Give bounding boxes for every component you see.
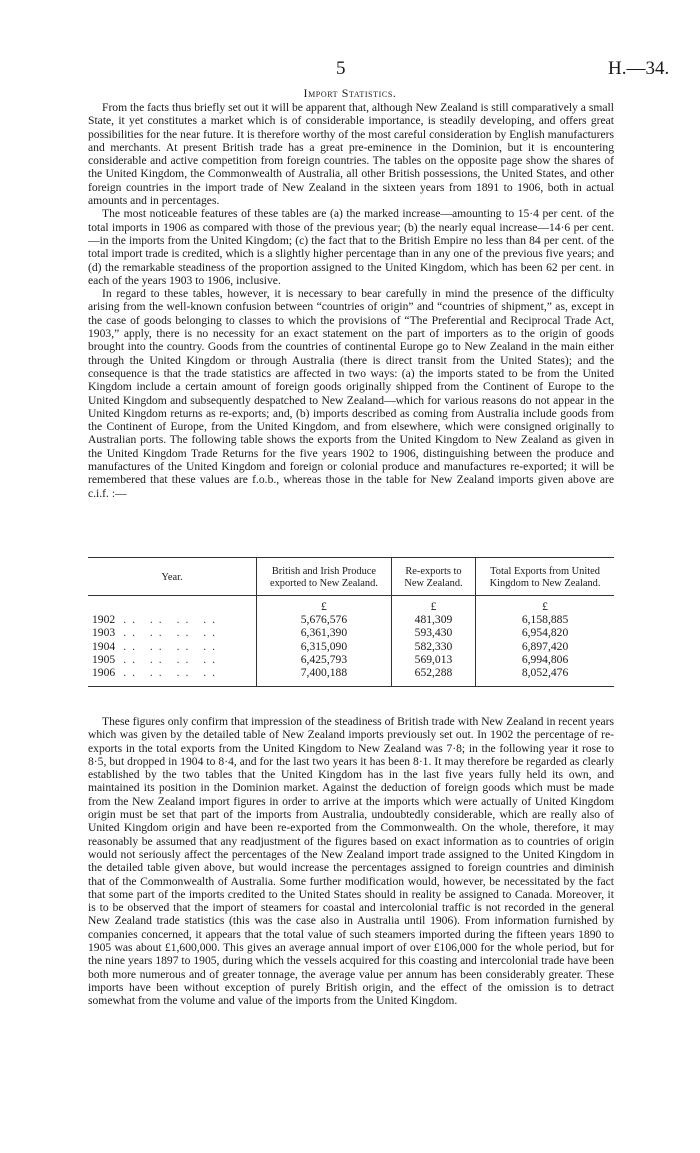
- section-title: Import Statistics.: [303, 86, 397, 100]
- paragraph-1: From the facts thus briefly set out it will be apparent that, although New Zealand is still comparatively a small State, it yet constitutes a market which is of considerable importance, is steadily developing, and offers great possibilities for the near future. It is therefore worthy of the most careful consideration by English manufacturers and merchants. At present British trade has a great pre-eminence in the Dominion, but it is encountering considerable and active competition from foreign countries. The tables on the opposite page show the shares of the United Kingdom, the Commonwealth of Australia, all other British possessions, the United States, and other foreign countries in the import trade of New Zealand in the sixteen years from 1891 to 1906, both in actual amounts and in percentages.: [88, 101, 614, 208]
- table-row: [88, 666, 614, 687]
- table-row: [88, 653, 614, 666]
- table-row: [88, 626, 614, 639]
- table-row: [88, 613, 614, 626]
- year-cell: 1904: [92, 639, 116, 653]
- total-cell: 6,158,885: [476, 613, 614, 626]
- intro-text: [88, 101, 614, 500]
- header-total-exports: Total Exports from United Kingdom to New Zealand.: [476, 558, 614, 596]
- leader-dots: .. .. .. ..: [123, 626, 222, 640]
- reexports-cell: 582,330: [391, 640, 475, 653]
- leader-dots: .. .. .. ..: [123, 639, 222, 653]
- leader-dots: .. .. .. ..: [123, 613, 222, 627]
- year-cell: 1902: [92, 613, 116, 627]
- british-cell: 5,676,576: [257, 613, 392, 626]
- year-cell: 1903: [92, 626, 116, 640]
- unit-reexports: £: [391, 596, 475, 614]
- total-cell: 6,897,420: [476, 640, 614, 653]
- table-body: [88, 596, 614, 687]
- reexports-cell: 652,288: [391, 666, 475, 687]
- header-reexports: Re-exports to New Zealand.: [391, 558, 475, 596]
- british-cell: 6,315,090: [257, 640, 392, 653]
- british-cell: 7,400,188: [257, 666, 392, 687]
- header-british-produce: British and Irish Produce exported to New Zealand.: [257, 558, 392, 596]
- british-cell: 6,425,793: [257, 653, 392, 666]
- paragraph-3: In regard to these tables, however, it is necessary to bear carefully in mind the presence of the difficulty arising from the well-known confusion between “countries of origin” and “countries of shipment,” as, except in the case of goods belonging to classes to which the provisions of “The Preferential and Reciprocal Trade Act, 1903,” apply, there is no necessity for an exact statement on the part of importers as to the origin of goods brought into the country. Goods from the countries of continental Europe go to New Zealand in the main either through the United Kingdom or through Australia (there is direct transit from the United States); and the consequence is that the trade statistics are affected in two ways: (a) the imports stated to be from the United Kingdom include a certain amount of foreign goods originally shipped from the Continent of Europe to the United Kingdom and subsequently despatched to New Zealand—which for various reasons do not appear in the United Kingdom returns as re-exports; and, (b) imports described as coming from Australia include goods from the Continent of Europe, from the United Kingdom, and from elsewhere, which were consigned originally to Australian ports. The following table shows the exports from the United Kingdom to New Zealand as given in the United Kingdom Trade Returns for the five years 1902 to 1906, distinguishing between the produce and manufactures of the United Kingdom and foreign or colonial produce and manufactures re-exported; it will be remembered that these values are f.o.b., whereas those in the table for New Zealand imports given above are c.i.f. :—: [88, 287, 614, 500]
- total-cell: 6,994,806: [476, 653, 614, 666]
- unit-year-cell: [88, 596, 257, 614]
- unit-total: £: [476, 596, 614, 614]
- reexports-cell: 593,430: [391, 626, 475, 639]
- conclusion-text: [88, 715, 614, 1008]
- paragraph-2: The most noticeable features of these tables are (a) the marked increase—amounting to 15·4 per cent. of the total imports in 1906 as compared with those of the previous year; (b) the nearly equal increase—14·6 per cent.—in the imports from the United Kingdom; (c) the fact that to the British Empire no less than 84 per cent. of the total import trade is credited, which is a slightly higher percentage than in any one of the previous five years; and (d) the remarkable steadiness of the proportion assigned to the United Kingdom, which has been 62 per cent. in each of the years 1903 to 1906, inclusive.: [88, 207, 614, 287]
- total-cell: 6,954,820: [476, 626, 614, 639]
- total-cell: 8,052,476: [476, 666, 614, 687]
- reexports-cell: 481,309: [391, 613, 475, 626]
- document-reference: H.—34.: [608, 58, 670, 79]
- unit-row: [88, 596, 614, 614]
- exports-table-container: [88, 557, 614, 687]
- unit-british: £: [257, 596, 392, 614]
- exports-table: [88, 557, 614, 687]
- reexports-cell: 569,013: [391, 653, 475, 666]
- table-header-row: [88, 558, 614, 596]
- page-number: 5: [336, 58, 346, 79]
- paragraph-4: These figures only confirm that impression of the steadiness of British trade with New Zealand in recent years which was given by the detailed table of New Zealand imports previously set out. In 1902 the percentage of re-exports in the total exports from the United Kingdom to New Zealand was 7·8; in the following year it rose to 8·5, but dropped in 1904 to 8·4, and for the last two years it has been 8·1. It may therefore be regarded as clearly established by the two tables that the United Kingdom has in the last five years fully held its own, and maintained its position in the Dominion market. Against the deduction of foreign goods which must be made from the New Zealand import figures in order to arrive at the imports which were actually of United Kingdom origin must be set that part of the imports from Australia, undoubtedly considerable, which are really also of United Kingdom origin and have been re-exported from the Commonwealth. On the whole, therefore, it may reasonably be assumed that any readjustment of the figures based on exact information as to countries of origin would not seriously affect the percentages of the New Zealand import trade assigned to the United Kingdom in the detailed table given above, but would increase the percentages assigned to foreign countries and diminish that of the Commonwealth of Australia. Some further modification would, however, be necessitated by the fact that some part of the imports credited to the United States should in reality be assigned to Canada. Moreover, it is to be observed that the import of steamers for coastal and intercolonial traffic is not recorded in the general New Zealand trade statistics (this was the case also in Australia until 1906). From information furnished by companies concerned, it appears that the total value of such steamers imported during the fifteen years 1890 to 1905 was about £1,600,000. This gives an average annual import of over £106,000 for the whole period, but for the nine years 1897 to 1905, during which the vessels acquired for this coasting and intercolonial trade have been both more numerous and of greater tonnage, the average value per annum has been considerably greater. These imports have been without exception of purely British origin, and the effect of the omission is to detract somewhat from the volume and value of the imports from the United Kingdom.: [88, 715, 614, 1008]
- leader-dots: .. .. .. ..: [123, 652, 222, 666]
- table-row: [88, 640, 614, 653]
- year-cell: 1905: [92, 652, 116, 666]
- header-year: Year.: [88, 558, 257, 596]
- british-cell: 6,361,390: [257, 626, 392, 639]
- year-cell: 1906: [92, 666, 116, 680]
- leader-dots: .. .. .. ..: [123, 666, 222, 680]
